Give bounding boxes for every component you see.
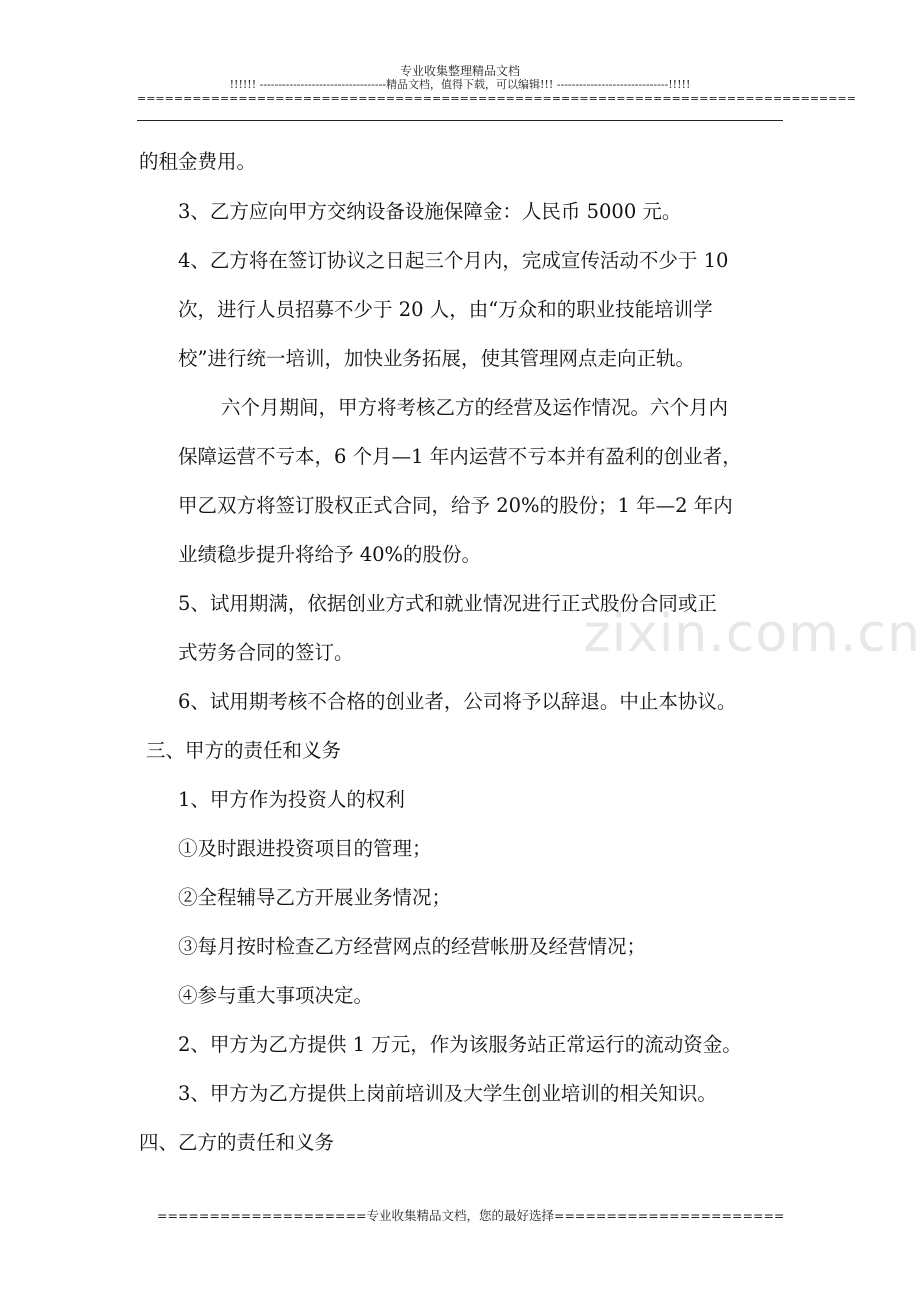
header-subtitle: !!!!!! ----------------------------------精品文档，值得下载，可以编辑!!! ------------------------------!!!!!	[229, 78, 691, 91]
page-footer: ====================专业收集精品文档，您的最好选择======================	[157, 1208, 785, 1223]
paragraph-line: 式劳务合同的签订。	[178, 641, 354, 664]
page-header	[137, 64, 856, 106]
header-rule	[137, 120, 783, 121]
paragraph-line: 业绩稳步提升将给予 40%的股份。	[178, 543, 482, 566]
paragraph-line: 校”进行统一培训，加快业务拓展，使其管理网点走向正轨。	[178, 347, 695, 370]
paragraph-line: 3、乙方应向甲方交纳设备设施保障金：人民币 5000 元。	[178, 200, 682, 223]
header-title: 专业收集整理精品文档	[399, 64, 520, 78]
paragraph-line: 1、甲方作为投资人的权利	[178, 788, 405, 811]
paragraph-line: ①及时跟进投资项目的管理；	[178, 837, 432, 860]
paragraph-line: ④参与重大事项决定。	[178, 984, 374, 1007]
paragraph-line: 4、乙方将在签订协议之日起三个月内，完成宣传活动不少于 10	[178, 249, 729, 272]
paragraph-line: 6、试用期考核不合格的创业者，公司将予以辞退。中止本协议。	[178, 690, 737, 713]
paragraph-line: 六个月期间，甲方将考核乙方的经营及运作情况。六个月内	[221, 396, 729, 419]
section-heading: 四、乙方的责任和义务	[139, 1131, 335, 1154]
watermark: zixin.com.cn	[583, 604, 921, 664]
paragraph-line: 保障运营不亏本，6 个月—1 年内运营不亏本并有盈利的创业者，	[178, 445, 742, 468]
paragraph-line: 3、甲方为乙方提供上岗前培训及大学生创业培训的相关知识。	[178, 1082, 717, 1105]
paragraph-line: 5、试用期满，依据创业方式和就业情况进行正式股份合同或正	[178, 592, 717, 615]
header-separator: ==============================================================================	[137, 92, 856, 105]
paragraph-line: 的租金费用。	[139, 150, 257, 173]
paragraph-line: 2、甲方为乙方提供 1 万元，作为该服务站正常运行的流动资金。	[178, 1033, 742, 1056]
section-heading: 三、甲方的责任和义务	[146, 739, 342, 762]
paragraph-line: 次，进行人员招募不少于 20 人，由“万众和的职业技能培训学	[178, 298, 713, 321]
paragraph-line: 甲乙双方将签订股权正式合同，给予 20%的股份；1 年—2 年内	[178, 494, 733, 517]
paragraph-line: ③每月按时检查乙方经营网点的经营帐册及经营情况；	[178, 935, 647, 958]
paragraph-line: ②全程辅导乙方开展业务情况；	[178, 886, 452, 909]
